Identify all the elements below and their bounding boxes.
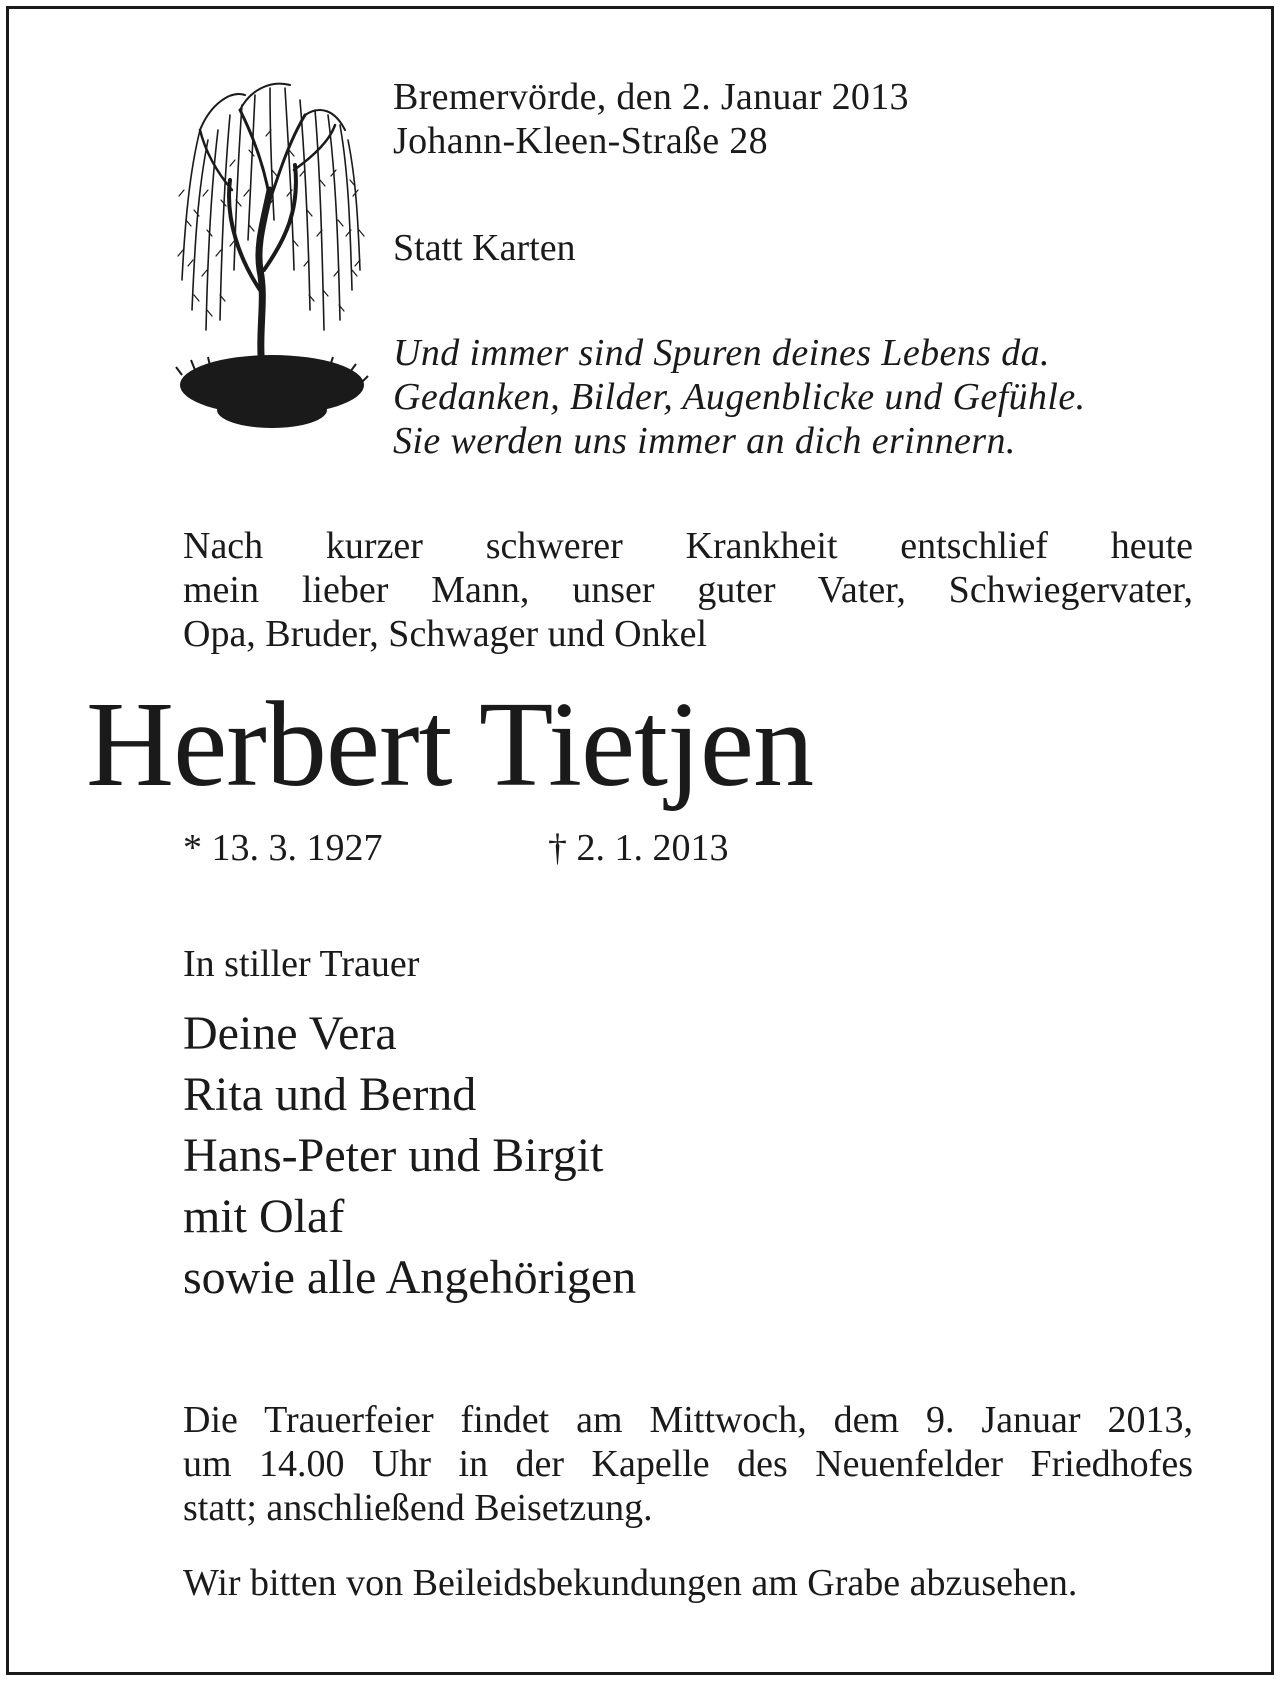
ceremony-line: statt; anschließend Beisetzung.: [183, 1487, 653, 1529]
mourning-label: In stiller Trauer: [183, 943, 420, 985]
intro-line: Nach kurzer schwerer Krankheit entschlief heute: [183, 525, 1193, 567]
weeping-willow-icon: [170, 70, 370, 435]
intro-line: Opa, Bruder, Schwager und Onkel: [183, 613, 708, 655]
place-date: Bremervörde, den 2. Januar 2013: [393, 76, 909, 118]
poem-line: Und immer sind Spuren deines Lebens da.: [393, 332, 1050, 374]
poem-line: Sie werden uns immer an dich erinnern.: [393, 420, 1016, 462]
birth-date: * 13. 3. 1927: [183, 827, 383, 869]
ceremony-info: [183, 1398, 1193, 1530]
poem-line: Gedanken, Bilder, Augenblicke und Gefühle.: [393, 376, 1086, 418]
deceased-name: Herbert Tietjen: [86, 677, 814, 812]
family-member: Hans-Peter und Birgit: [183, 1129, 604, 1182]
death-date: † 2. 1. 2013: [548, 827, 729, 869]
address: Johann-Kleen-Straße 28: [393, 120, 768, 162]
intro-text: [183, 524, 1193, 656]
header-block: [393, 75, 909, 163]
intro-line: mein lieber Mann, unser guter Vater, Schwiegervater,: [183, 569, 1193, 611]
family-member: mit Olaf: [183, 1190, 345, 1243]
family-list: [183, 1003, 636, 1308]
condolence-request: Wir bitten von Beileidsbekundungen am Grabe abzusehen.: [183, 1562, 1078, 1604]
family-member: Rita und Bernd: [183, 1068, 477, 1121]
ceremony-line: um 14.00 Uhr in der Kapelle des Neuenfelder Friedhofes: [183, 1443, 1193, 1485]
statt-karten: Statt Karten: [393, 227, 576, 269]
ceremony-line: Die Trauerfeier findet am Mittwoch, dem 9. Januar 2013,: [183, 1399, 1193, 1441]
family-member: Deine Vera: [183, 1007, 397, 1060]
poem-block: [393, 331, 1086, 463]
family-member: sowie alle Angehörigen: [183, 1251, 637, 1304]
